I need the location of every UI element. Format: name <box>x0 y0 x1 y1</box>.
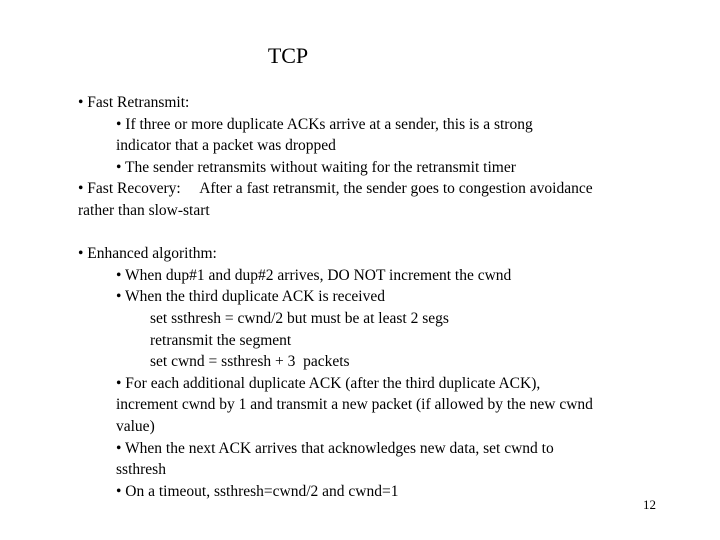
bullet-fast-retransmit: • Fast Retransmit: <box>78 94 190 111</box>
step-set-cwnd: set cwnd = ssthresh + 3 packets <box>150 353 350 371</box>
slide-title: TCP <box>267 43 309 68</box>
slide-body <box>78 92 688 502</box>
sub-bullet-third-dup-ack: • When the third duplicate ACK is received <box>116 288 385 306</box>
bullet-fast-recovery-continuation: rather than slow-start <box>78 201 210 219</box>
sub-bullet-additional-continuation-2: value) <box>116 417 155 435</box>
sub-bullet-additional-continuation: increment cwnd by 1 and transmit a new packet (if allowed by the new cwnd <box>116 396 593 414</box>
sub-bullet-next-ack-continuation: ssthresh <box>116 461 166 479</box>
sub-bullet-timeout: • On a timeout, ssthresh=cwnd/2 and cwnd=1 <box>116 482 399 500</box>
sub-bullet-dup1-dup2: • When dup#1 and dup#2 arrives, DO NOT increment the cwnd <box>116 266 512 284</box>
spacer <box>78 222 688 244</box>
sub-bullet-three-dup-acks: • If three or more duplicate ACKs arrive at a sender, this is a strong <box>116 115 533 133</box>
step-retransmit-segment: retransmit the segment <box>150 331 292 349</box>
sub-bullet-continuation: indicator that a packet was dropped <box>116 137 336 155</box>
bullet-enhanced-algorithm: • Enhanced algorithm: <box>78 245 217 263</box>
sub-bullet-next-ack: • When the next ACK arrives that acknowledges new data, set cwnd to <box>116 439 554 457</box>
slide-number: 12 <box>643 497 656 512</box>
bullet-fast-recovery: • Fast Recovery: After a fast retransmit, the sender goes to congestion avoidance <box>78 180 593 198</box>
step-set-ssthresh: set ssthresh = cwnd/2 but must be at least 2 segs <box>150 309 449 327</box>
sub-bullet-retransmit-no-wait: • The sender retransmits without waiting for the retransmit timer <box>116 158 516 176</box>
sub-bullet-additional-dup-ack: • For each additional duplicate ACK (after the third duplicate ACK), <box>116 374 541 392</box>
